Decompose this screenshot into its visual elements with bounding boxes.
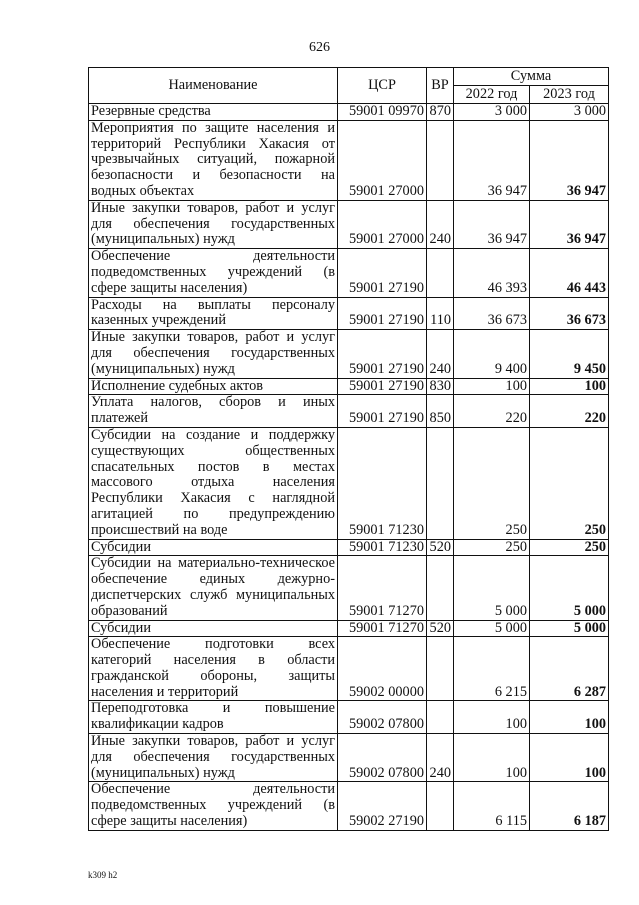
row-sum-2022: 100 (454, 734, 530, 782)
row-sum-2022: 3 000 (454, 104, 530, 121)
row-sum-2023: 5 000 (530, 620, 609, 637)
row-vr (427, 556, 454, 620)
header-year-2023: 2023 год (530, 86, 609, 104)
row-sum-2023: 100 (530, 378, 609, 395)
table-row (89, 330, 609, 378)
row-sum-2022: 36 947 (454, 200, 530, 248)
row-sum-2023: 250 (530, 539, 609, 556)
row-vr: 520 (427, 620, 454, 637)
table-row (89, 637, 609, 701)
row-csr: 59001 09970 (338, 104, 427, 121)
table-row (89, 104, 609, 121)
table-row (89, 427, 609, 539)
row-vr: 850 (427, 395, 454, 428)
row-vr: 520 (427, 539, 454, 556)
row-sum-2022: 36 947 (454, 120, 530, 200)
row-name: Обеспечение подготовки всех категорий населения в области гражданской обороны, защиты населения и территорий (89, 637, 338, 701)
row-csr: 59002 07800 (338, 734, 427, 782)
row-csr: 59001 27190 (338, 249, 427, 297)
table-row (89, 120, 609, 200)
row-csr: 59001 71270 (338, 556, 427, 620)
row-sum-2022: 5 000 (454, 556, 530, 620)
row-sum-2023: 36 673 (530, 297, 609, 330)
row-name: Субсидии на создание и поддержку существующих общественных спасательных постов в местах массового отдыха населения Республики Хакасия с наглядной агитацией по предупреждению происшествий на воде (89, 427, 338, 539)
row-vr (427, 427, 454, 539)
row-name: Мероприятия по защите населения и территорий Республики Хакасия от чрезвычайных ситуаций, пожарной безопасности и безопасности на водных объектах (89, 120, 338, 200)
row-vr: 240 (427, 330, 454, 378)
row-sum-2023: 36 947 (530, 120, 609, 200)
table-row (89, 395, 609, 428)
row-name: Уплата налогов, сборов и иных платежей (89, 395, 338, 428)
row-vr: 110 (427, 297, 454, 330)
row-name: Субсидии (89, 620, 338, 637)
table-row (89, 378, 609, 395)
table-row (89, 539, 609, 556)
table-row (89, 701, 609, 734)
row-sum-2022: 6 115 (454, 782, 530, 830)
header-csr: ЦСР (338, 68, 427, 104)
row-csr: 59001 27190 (338, 378, 427, 395)
row-sum-2023: 100 (530, 734, 609, 782)
row-sum-2023: 220 (530, 395, 609, 428)
header-year-2022: 2022 год (454, 86, 530, 104)
row-name: Исполнение судебных актов (89, 378, 338, 395)
table-row (89, 297, 609, 330)
row-csr: 59001 71270 (338, 620, 427, 637)
row-csr: 59002 07800 (338, 701, 427, 734)
table-row (89, 734, 609, 782)
row-sum-2022: 100 (454, 378, 530, 395)
row-vr: 240 (427, 200, 454, 248)
row-csr: 59001 27000 (338, 120, 427, 200)
row-vr: 870 (427, 104, 454, 121)
row-vr (427, 637, 454, 701)
row-sum-2022: 100 (454, 701, 530, 734)
table-row (89, 200, 609, 248)
row-vr: 830 (427, 378, 454, 395)
row-sum-2022: 5 000 (454, 620, 530, 637)
row-name: Иные закупки товаров, работ и услуг для обеспечения государственных (муниципальных) нужд (89, 330, 338, 378)
table-row (89, 620, 609, 637)
row-csr: 59001 27190 (338, 297, 427, 330)
row-csr: 59002 27190 (338, 782, 427, 830)
table-row (89, 249, 609, 297)
row-sum-2022: 250 (454, 539, 530, 556)
row-sum-2023: 250 (530, 427, 609, 539)
row-sum-2023: 6 187 (530, 782, 609, 830)
row-vr (427, 701, 454, 734)
row-csr: 59001 71230 (338, 427, 427, 539)
row-name: Резервные средства (89, 104, 338, 121)
row-name: Расходы на выплаты персоналу казенных учреждений (89, 297, 338, 330)
row-sum-2022: 36 673 (454, 297, 530, 330)
row-sum-2023: 6 287 (530, 637, 609, 701)
row-vr (427, 782, 454, 830)
row-name: Иные закупки товаров, работ и услуг для обеспечения государственных (муниципальных) нужд (89, 734, 338, 782)
row-sum-2023: 3 000 (530, 104, 609, 121)
row-name: Субсидии на материально-техническое обеспечение единых дежурно-диспетчерских служб муниципальных образований (89, 556, 338, 620)
row-sum-2022: 6 215 (454, 637, 530, 701)
header-vr: ВР (427, 68, 454, 104)
page-number: 626 (309, 40, 330, 55)
row-sum-2023: 100 (530, 701, 609, 734)
row-vr (427, 120, 454, 200)
row-name: Иные закупки товаров, работ и услуг для обеспечения государственных (муниципальных) нужд (89, 200, 338, 248)
header-sum: Сумма (454, 68, 609, 86)
row-csr: 59001 71230 (338, 539, 427, 556)
row-name: Обеспечение деятельности подведомственных учреждений (в сфере защиты населения) (89, 782, 338, 830)
row-csr: 59001 27190 (338, 330, 427, 378)
row-csr: 59001 27190 (338, 395, 427, 428)
row-vr (427, 249, 454, 297)
row-sum-2023: 5 000 (530, 556, 609, 620)
table-row (89, 782, 609, 830)
row-sum-2022: 9 400 (454, 330, 530, 378)
header-name: Наименование (89, 68, 338, 104)
row-sum-2022: 250 (454, 427, 530, 539)
row-vr: 240 (427, 734, 454, 782)
row-csr: 59001 27000 (338, 200, 427, 248)
row-sum-2023: 9 450 (530, 330, 609, 378)
budget-table (88, 67, 609, 831)
row-csr: 59002 00000 (338, 637, 427, 701)
footer-code: k309 h2 (88, 870, 118, 880)
row-sum-2023: 36 947 (530, 200, 609, 248)
row-sum-2023: 46 443 (530, 249, 609, 297)
row-sum-2022: 220 (454, 395, 530, 428)
table-row (89, 556, 609, 620)
row-sum-2022: 46 393 (454, 249, 530, 297)
row-name: Переподготовка и повышение квалификации кадров (89, 701, 338, 734)
row-name: Субсидии (89, 539, 338, 556)
row-name: Обеспечение деятельности подведомственных учреждений (в сфере защиты населения) (89, 249, 338, 297)
